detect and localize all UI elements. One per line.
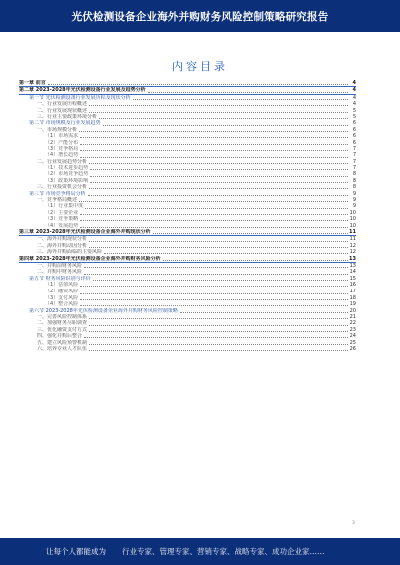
toc-entry-page: 4 xyxy=(352,87,356,94)
toc-entry-page: 4 xyxy=(352,80,356,86)
page-number: 3 xyxy=(352,521,355,526)
toc-leader-dots xyxy=(133,98,348,100)
toc-entry-page: 15 xyxy=(349,275,356,282)
toc-entry-page: 9 xyxy=(352,203,356,210)
toc-entry-page: 12 xyxy=(349,242,356,249)
toc-entry[interactable] xyxy=(19,87,356,94)
toc-entry-page: 6 xyxy=(352,126,356,133)
toc-entry-page: 7 xyxy=(352,165,356,172)
toc-leader-dots xyxy=(90,175,348,177)
toc-leader-dots xyxy=(89,240,348,242)
toc-entry-label: （3）支付风险 xyxy=(45,294,79,301)
toc-entry-label: 第六节 2023-2028年光伏检测设备企业海外并购财务风险控制策略 xyxy=(29,307,178,314)
footer-roles: 行业专家、管理专家、营销专家、战略专家、成功企业家…… xyxy=(122,547,325,556)
footer-slogan: 让每个人都能成为 xyxy=(46,547,106,556)
toc-entry-page: 9 xyxy=(352,197,356,204)
toc-entry-label: 一、市场规模分析 xyxy=(37,126,78,133)
toc-entry-label: 六、培养专业人才队伍 xyxy=(37,346,88,352)
toc-entry-label: （2）融资风险 xyxy=(45,288,79,295)
toc-leader-dots xyxy=(80,226,348,228)
toc-entry-page: 11 xyxy=(349,236,356,243)
toc-leader-dots xyxy=(90,181,348,183)
report-header xyxy=(0,0,400,32)
toc-entry-label: （1）市场需求 xyxy=(45,133,79,140)
toc-entry-page: 13 xyxy=(349,255,356,262)
toc-entry-label: 三、海外并购面临的主要风险 xyxy=(37,249,103,256)
toc-leader-dots xyxy=(163,259,348,261)
toc-leader-dots xyxy=(90,168,348,170)
toc-leader-dots xyxy=(89,104,348,106)
toc-entry-label: 二、行业发展趋势分析 xyxy=(37,158,88,165)
toc-entry-label: 第五节 财务风险识别与评价 xyxy=(29,275,91,282)
toc-leader-dots xyxy=(89,343,348,345)
toc-entry-page: 8 xyxy=(352,184,356,191)
toc-entry-label: 五、建立风险预警机制 xyxy=(37,339,88,346)
toc-entry-page: 19 xyxy=(349,301,356,308)
toc-leader-dots xyxy=(148,91,348,93)
toc-entry-page: 6 xyxy=(352,139,356,146)
toc-entry-page: 5 xyxy=(352,113,356,120)
toc-entry-label: 一、海外并购现状分析 xyxy=(37,236,88,243)
toc-heading: 内容目录 xyxy=(172,60,228,73)
toc-leader-dots xyxy=(89,324,348,326)
toc-entry-page: 22 xyxy=(349,320,356,327)
toc-leader-dots xyxy=(89,246,348,248)
toc-entry-label: （3）政策环境影响 xyxy=(45,177,89,184)
toc-leader-dots xyxy=(99,117,348,119)
toc-entry-label: （3）竞争格局 xyxy=(45,145,79,152)
toc-entry-page: 11 xyxy=(349,228,356,235)
toc-entry-label: （1）技术进步趋势 xyxy=(45,165,89,172)
toc-leader-dots xyxy=(89,330,348,332)
toc-entry-page: 18 xyxy=(349,294,356,301)
toc-entry-page: 4 xyxy=(352,101,356,108)
toc-entry-label: （1）行业集中度 xyxy=(45,203,84,210)
toc-entry-page: 6 xyxy=(352,133,356,140)
toc-leader-dots xyxy=(103,124,348,126)
toc-entry-page: 25 xyxy=(349,339,356,346)
toc-entry-label: 一、完善风险控制体系 xyxy=(37,314,88,321)
toc-entry[interactable] xyxy=(19,229,356,236)
toc-leader-dots xyxy=(79,130,348,132)
toc-entry-label: 二、海外并购动因分析 xyxy=(37,242,88,249)
toc-entry-label: 二、并购中财务风险 xyxy=(37,269,83,276)
toc-leader-dots xyxy=(80,156,348,158)
toc-leader-dots xyxy=(84,336,348,338)
toc-entry-label: 第二节 市场规模及行业发展趋势 xyxy=(29,120,101,127)
toc-entry-page: 13 xyxy=(349,262,356,269)
report-footer xyxy=(0,538,400,565)
toc-entry-label: 三、行业主要政策环境分析 xyxy=(37,113,98,120)
toc-entry-page: 23 xyxy=(349,326,356,333)
toc-entry-label: 一、行业发展历程概述 xyxy=(37,101,88,108)
toc-leader-dots xyxy=(80,213,348,215)
toc-entry-page: 14 xyxy=(349,269,356,276)
toc-entry-page: 8 xyxy=(352,171,356,178)
toc-entry-label: 第三节 市场竞争格局分析 xyxy=(29,190,86,197)
toc-entry-label: 三、优化融资支付方式 xyxy=(37,326,88,333)
toc-entry-label: 第四章 2023-2028年光伏检测设备企业海外并购财务风险分析 xyxy=(19,255,161,262)
toc-entry-label: 四、强化并购后整合 xyxy=(37,333,83,340)
toc-leader-dots xyxy=(80,285,348,287)
toc-entry-label: （2）市场竞争趋势 xyxy=(45,171,89,178)
toc-leader-dots xyxy=(85,207,348,209)
toc-leader-dots xyxy=(80,136,348,138)
toc-entry-label: 第一章 前言 xyxy=(19,80,46,86)
toc-leader-dots xyxy=(89,349,348,351)
toc-leader-dots xyxy=(84,273,348,275)
toc-leader-dots xyxy=(80,292,348,294)
toc-entry-label: （4）发展趋势 xyxy=(45,222,79,229)
toc-leader-dots xyxy=(88,194,348,196)
toc-leader-dots xyxy=(84,266,348,268)
toc-entry-page: 10 xyxy=(349,216,356,223)
toc-entry-page: 17 xyxy=(349,288,356,295)
toc-leader-dots xyxy=(89,187,348,189)
toc-entry-page: 7 xyxy=(352,152,356,159)
toc-entry-label: （1）估值风险 xyxy=(45,282,79,289)
toc-leader-dots xyxy=(80,304,348,306)
toc-leader-dots xyxy=(80,149,348,151)
toc-leader-dots xyxy=(153,232,348,234)
toc-leader-dots xyxy=(180,311,348,313)
report-title: 光伏检测设备企业海外并购财务风险控制策略研究报告 xyxy=(71,10,329,23)
toc-leader-dots xyxy=(93,279,348,281)
toc-entry-page: 4 xyxy=(352,94,356,101)
toc-entry-page: 16 xyxy=(349,282,356,289)
toc-entry-label: （4）增长趋势 xyxy=(45,152,79,159)
toc-entry-page: 7 xyxy=(352,145,356,152)
toc-entry-label: 第一节 光伏检测设备行业发展历程及现状分析 xyxy=(29,94,131,101)
toc-entry[interactable] xyxy=(19,256,356,263)
toc-leader-dots xyxy=(89,111,348,113)
toc-leader-dots xyxy=(89,162,348,164)
toc-entry-page: 10 xyxy=(349,209,356,216)
toc-entry-label: 第三章 2023-2028年光伏检测设备企业海外并购现状分析 xyxy=(19,228,151,235)
toc-entry-page: 9 xyxy=(352,190,356,197)
toc-entry-label: 三、行业投资机会分析 xyxy=(37,184,88,191)
toc-entry-page: 26 xyxy=(349,346,356,352)
toc-entry[interactable] xyxy=(19,346,356,352)
toc-entry-page: 8 xyxy=(352,177,356,184)
toc-entry-label: 一、并购前财务风险 xyxy=(37,262,83,269)
toc-entry-label: 第二章 2023-2028年光伏检测设备行业发展及趋势分析 xyxy=(19,87,146,94)
toc-entry-label: （2）产能分布 xyxy=(45,139,79,146)
toc-entry-page: 5 xyxy=(352,107,356,114)
toc-entry-page: 6 xyxy=(352,120,356,127)
toc-leader-dots xyxy=(89,317,348,319)
toc-entry-label: （2）主要企业 xyxy=(45,209,79,216)
toc-entry-page: 24 xyxy=(349,333,356,340)
toc-entry-page: 10 xyxy=(349,222,356,229)
toc-entry-label: （3）竞争策略 xyxy=(45,216,79,223)
toc-entry-label: 二、加强财务尽职调查 xyxy=(37,320,88,327)
toc-entry-label: （4）整合风险 xyxy=(45,301,79,308)
toc-entry-page: 21 xyxy=(349,314,356,321)
toc-entry-page: 7 xyxy=(352,158,356,165)
toc-leader-dots xyxy=(48,83,348,85)
toc-leader-dots xyxy=(80,298,348,300)
toc-list xyxy=(19,80,356,352)
toc-leader-dots xyxy=(80,143,348,145)
toc-leader-dots xyxy=(80,219,348,221)
toc-leader-dots xyxy=(104,252,348,254)
toc-leader-dots xyxy=(79,200,348,202)
toc-entry-page: 12 xyxy=(349,249,356,256)
toc-entry-label: 一、竞争格局概述 xyxy=(37,197,78,204)
toc-entry-page: 20 xyxy=(349,307,356,314)
toc-entry-label: 二、行业发展现状概述 xyxy=(37,107,88,114)
toc-entry[interactable] xyxy=(19,80,356,87)
